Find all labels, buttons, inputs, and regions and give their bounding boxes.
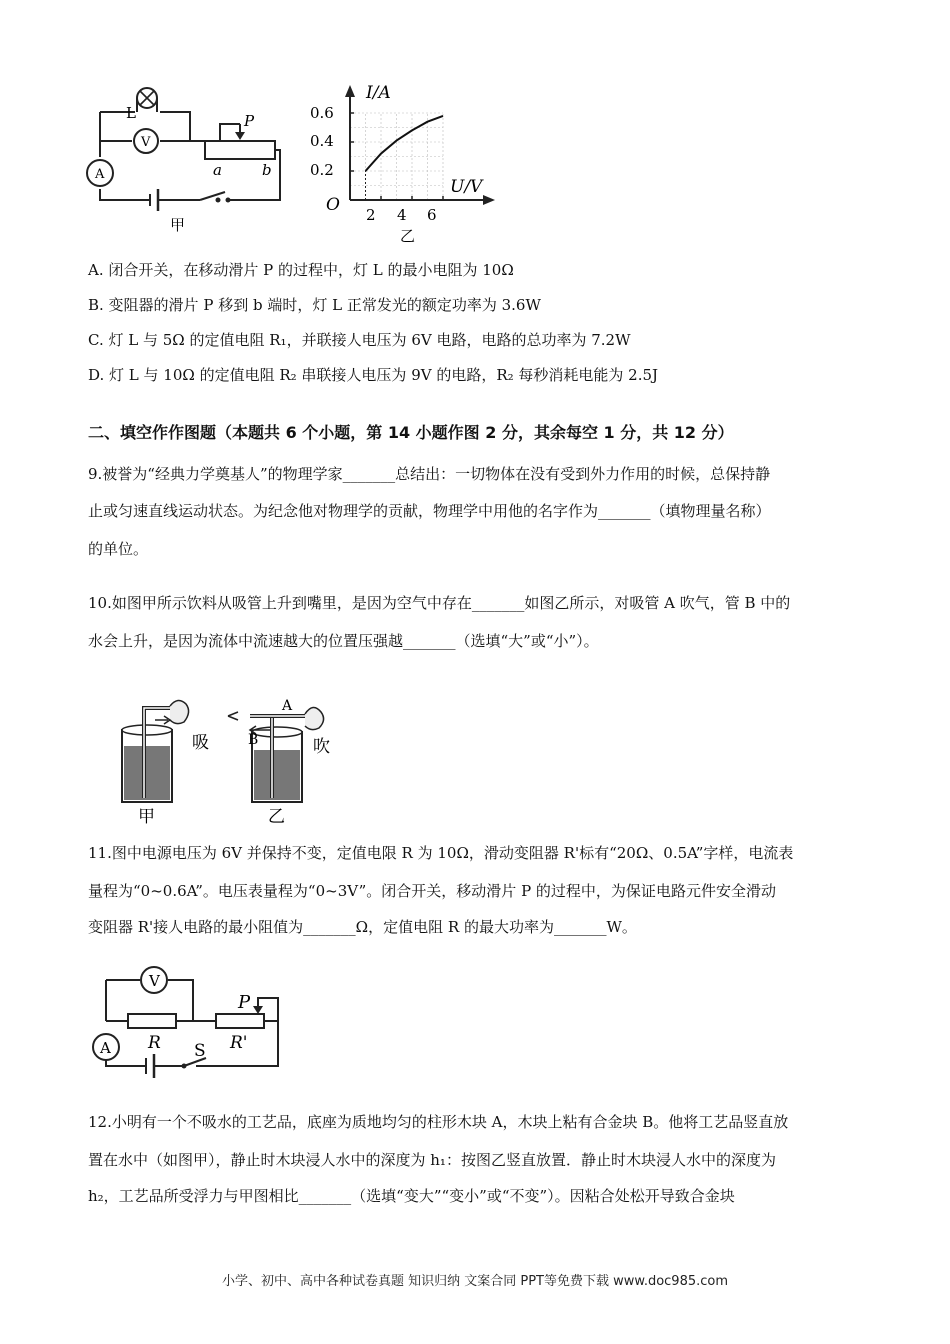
end-a-label: a [213,161,222,179]
ammeter-label: A [95,167,105,182]
resistor-r-label: R [148,1033,161,1053]
question-9-line: 9.被誉为“经典力学奠基人”的物理学家_______总结出：一切物体在没有受到外力作用的时候，总保持静 [88,465,771,483]
slider-label: P [244,112,255,130]
iu-curve [366,116,444,171]
x-axis-label: U/V [450,177,483,197]
origin-label: O [326,195,340,215]
y-tick-label: 0.2 [310,161,334,179]
question-9-line: 止或匀速直线运动状态。为纪念他对物理学的贡献，物理学中用他的名字作为_______（填物理量名称） [88,502,771,520]
circuit-diagram-jia [80,84,290,234]
option-b: B. 变阻器的滑片 P 移到 b 端时，灯 L 正常发光的额定功率为 3.6W [88,296,541,314]
figure-caption-jia: 甲 [170,216,186,234]
lamp-label: L [126,104,136,122]
switch-label: S [194,1041,206,1061]
x-tick-label: 2 [366,206,376,224]
y-axis-arrow [345,85,355,97]
x-tick-label: 6 [427,206,437,224]
blow-label: 吹 [313,737,330,757]
y-tick-label: 0.6 [310,104,334,122]
suck-label: 吸 [192,733,209,753]
question-12-line: h₂，工艺品所受浮力与甲图相比_______（选填“变大”“变小”或“不变”）。因粘合处松开导致合金块 [88,1187,735,1205]
question-10-line: 水会上升，是因为流体中流速越大的位置压强越_______（选填“大”或“小”）。 [88,632,599,650]
iu-graph-yi [300,82,510,244]
option-c: C. 灯 L 与 5Ω 的定值电阻 R₁，并联接人电压为 6V 电路，电路的总功率为 7.2W [88,331,631,349]
figure-caption-yi: 乙 [400,227,416,244]
section-title: 二、填空作作图题（本题共 6 个小题，第 14 小题作图 2 分，其余每空 1 分，共 12 分） [88,423,734,442]
rheostat-label: R' [230,1033,248,1053]
y-tick-label: 0.4 [310,132,334,150]
y-axis-label: I/A [366,83,391,103]
tube-b-label: B [248,732,259,748]
tube-a-label: A [282,698,293,714]
question-11-line: 量程为“0~0.6A”。电压表量程为“0~3V”。闭合开关，移动滑片 P 的过程中，为保证电路元件安全滑动 [88,882,776,900]
figure-caption-yi: 乙 [268,807,285,827]
question-12-line: 置在水中（如图甲），静止时木块浸人水中的深度为 h₁：按图乙竖直放置．静止时木块浸人水中的深度为 [88,1151,776,1169]
beaker-jia [122,700,189,802]
circuit-diagram-q11 [88,958,298,1078]
question-12-line: 12.小明有一个不吸水的工艺品，底座为质地均匀的柱形木块 A，木块上粘有合金块 B。他将工艺品竖直放 [88,1113,789,1131]
voltmeter-label: V [149,972,160,990]
question-9-line: 的单位。 [88,540,149,558]
x-tick-label: 4 [397,206,407,224]
ammeter-label: A [100,1039,111,1057]
straw-experiment-figure [100,690,360,830]
x-axis-arrow [483,195,495,205]
question-11-line: 变阻器 R'接人电路的最小阻值为_______Ω，定值电阻 R 的最大功率为_______W。 [88,918,637,936]
figure-caption-jia: 甲 [138,807,155,827]
voltmeter-label: V [141,135,151,150]
page-footer: 小学、初中、高中各种试卷真题 知识归纳 文案合同 PPT等免费下载 www.doc985.com [221,1274,729,1289]
question-10-line: 10.如图甲所示饮料从吸管上升到嘴里，是因为空气中存在_______如图乙所示，对吸管 A 吹气，管 B 中的 [88,594,791,612]
option-a: A. 闭合开关，在移动滑片 P 的过程中，灯 L 的最小电阻为 10Ω [88,261,514,279]
option-d: D. 灯 L 与 10Ω 的定值电阻 R₂ 串联接人电压为 9V 的电路，R₂ 每秒消耗电能为 2.5J [88,366,659,384]
end-b-label: b [262,161,272,179]
beaker-yi [228,707,324,802]
slider-label: P [238,992,251,1013]
question-11-line: 11.图中电源电压为 6V 并保持不变，定值电限 R 为 10Ω，滑动变阻器 R'标有“20Ω、0.5A”字样，电流表 [88,844,794,862]
